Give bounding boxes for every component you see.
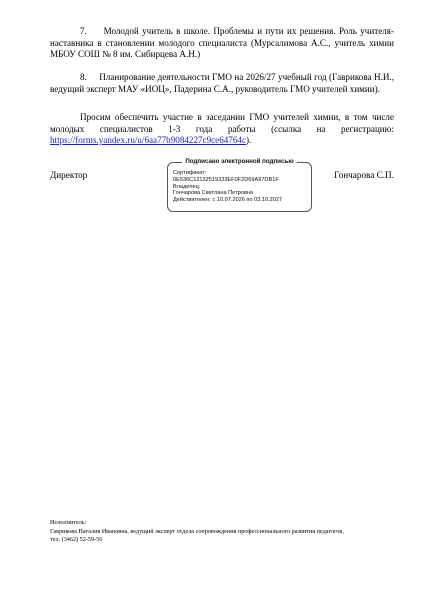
executor-label: Исполнитель: xyxy=(50,519,87,526)
executor-footer xyxy=(50,519,400,545)
stamp-certificate: 0E536C12132519333EF0F2D69A97DB1F xyxy=(173,176,279,183)
agenda-item-number: 8. xyxy=(80,72,87,82)
electronic-signature-stamp xyxy=(167,158,312,212)
request-tail: ). xyxy=(245,135,252,146)
stamp-validity: Действителен: с 10.07.2026 по 03.10.2027 xyxy=(173,197,283,204)
stamp-certificate-label: Сертификат: xyxy=(173,170,207,176)
agenda-item-text: Планирование деятельности ГМО на 2026/27 учебный год (Гаврикова Н.И., ведущий эксперт МАУ «ИОЦ», Падерина С.А., руководитель ГМО учителей химии). xyxy=(50,72,394,94)
agenda-item-text: Молодой учитель в школе. Проблемы и пути их решения. Роль учителя-наставника в становлении молодого специалиста (Мурсалимова А.С., учитель химии МБОУ СОШ № 8 им. Сибирцева А.Н.) xyxy=(50,26,394,60)
director-name: Гончарова С.П. xyxy=(334,170,394,180)
executor-name: Гаврикова Наталия Ивановна, ведущий эксперт отдела сопровождения профессионального развития педагогов, xyxy=(50,527,344,535)
request-text: Просим обеспечить участие в заседании ГМО учителей химии, в том числе молодых специалистов 1-3 года работы (ссылка на регистрацию: xyxy=(50,112,394,134)
stamp-owner: Гончарова Светлана Петровна xyxy=(173,190,254,197)
agenda-item-number: 7. xyxy=(80,26,87,36)
stamp-owner-label: Владелец: xyxy=(173,183,201,190)
registration-link[interactable]: https://forms.yandex.ru/u/6aa77b9084227c9ce64764c xyxy=(50,135,246,146)
executor-phone: тел. (3462) 52-59-56 xyxy=(50,536,103,544)
request-paragraph xyxy=(50,112,394,147)
agenda-item-7 xyxy=(50,26,394,61)
agenda-item-8 xyxy=(50,72,394,95)
stamp-title: Подписано электронной подписью xyxy=(182,158,296,165)
director-title: Директор xyxy=(50,170,88,180)
